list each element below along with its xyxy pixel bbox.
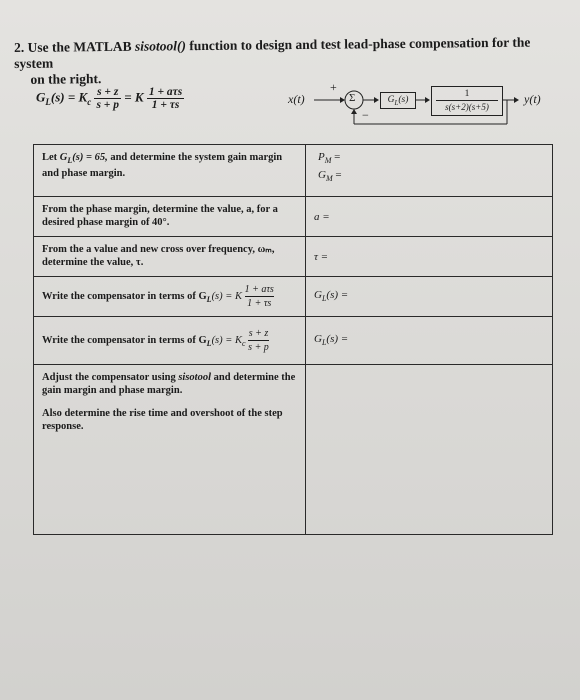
table-row xyxy=(34,197,553,237)
question-number: 2. xyxy=(14,39,25,55)
row5-prompt: Write the compensator in terms of $G_L(s) = K_c$ $\frac{s + z}{s + p}$ xyxy=(34,317,306,365)
question-line1-pre: Use the MATLAB xyxy=(27,38,132,55)
row1-answer: $P_M$ = $G_M$ = xyxy=(306,145,553,197)
question-line1-post: function to design and test lead-phase compensation for the system xyxy=(14,34,531,71)
row6-prompt: Adjust the compensator using sisotool and determine the gain margin and phase margin. Also determine the rise time and overshoot of the step response. xyxy=(34,365,306,535)
row2-answer: a = xyxy=(306,197,553,237)
formula-fraction-2: $\frac{\text{1 + aτs}}{1 + \tau s}$ xyxy=(148,86,183,111)
table-row xyxy=(34,317,553,365)
table-row xyxy=(34,237,553,277)
row4-answer: $G_L(s)$ = xyxy=(306,277,553,317)
output-label: y(t) xyxy=(524,92,541,106)
formula-fraction-1: $\frac{s + z}{s + p}$ xyxy=(96,86,119,111)
minus-sign: − xyxy=(362,108,369,122)
summer-symbol: Σ xyxy=(349,92,356,104)
plus-sign: + xyxy=(330,80,337,94)
row5-answer: $G_L(s)$ = xyxy=(306,317,553,365)
row5-fraction: $\frac{s + z}{s + p}$ xyxy=(248,328,269,353)
compensator-block: $G_L(s)$ xyxy=(380,92,416,109)
row4-fraction: 1 + aτs 1 + τs xyxy=(244,284,274,309)
question-line2: on the right. xyxy=(30,71,102,87)
compensator-formula: $G_L(s) = K_c$ $\frac{s + z}{s + p}$ = K $\frac{\text{1 + aτs}}{1 + \tau s}$ xyxy=(36,86,183,111)
block-diagram xyxy=(288,80,573,130)
worksheet-table xyxy=(33,144,553,535)
table-row xyxy=(34,145,553,197)
table-row xyxy=(34,277,553,317)
plant-block: 1 s(s+2)(s+5) xyxy=(431,86,503,116)
row3-prompt: From the a value and new cross over frequency, ωₘ, determine the value, τ. xyxy=(34,237,306,277)
table-row xyxy=(34,365,553,535)
function-name: sisotool() xyxy=(134,38,187,54)
row3-answer: τ = xyxy=(306,237,553,277)
row1-prompt: Let $G_L(s) = 65$, and determine the system gain margin and phase margin. xyxy=(34,145,306,197)
row4-prompt: Write the compensator in terms of $G_L(s) = K$ 1 + aτs 1 + τs xyxy=(34,277,306,317)
input-label: x(t) xyxy=(288,92,305,106)
row2-prompt: From the phase margin, determine the value, a, for a desired phase margin of 40°. xyxy=(34,197,306,237)
row6-answer xyxy=(306,365,553,535)
